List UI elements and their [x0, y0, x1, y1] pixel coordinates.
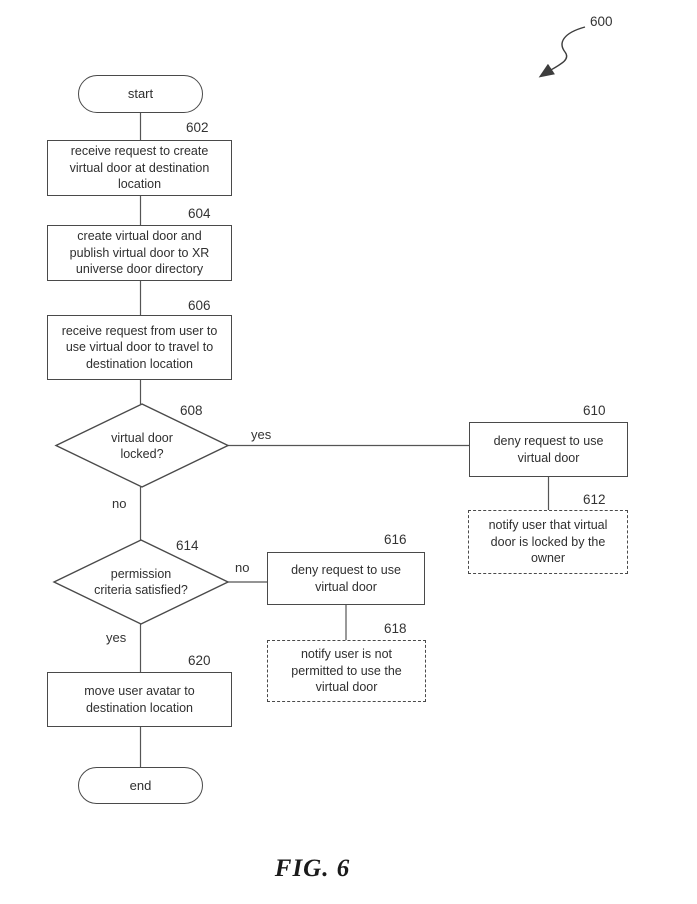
node-608-label: virtual door locked? — [111, 430, 173, 461]
node-612 — [468, 510, 628, 574]
edge-label-608-no: no — [112, 496, 127, 511]
edge-label-614-no: no — [235, 560, 250, 575]
ref-610: 610 — [583, 403, 606, 418]
node-606 — [47, 315, 232, 380]
node-end-label: end — [129, 777, 152, 793]
node-620 — [47, 672, 232, 727]
node-616-label: deny request to use virtual door — [291, 563, 401, 594]
ref-604: 604 — [188, 206, 211, 221]
node-610-label: deny request to use virtual door — [493, 434, 604, 465]
ref-612: 612 — [583, 492, 606, 507]
node-606-label: receive request from user to use virtual door to travel to destination location — [61, 323, 218, 371]
node-616 — [267, 552, 425, 605]
ref-616: 616 — [384, 532, 407, 547]
node-618-label: notify user is not permitted to use the virtual door — [291, 647, 402, 695]
node-610 — [469, 422, 628, 477]
figure-reference-arrow — [541, 27, 585, 76]
node-618 — [267, 640, 426, 702]
ref-608: 608 — [180, 403, 203, 418]
ref-614: 614 — [176, 538, 199, 553]
figure-caption: FIG. 6 — [274, 855, 351, 882]
node-614-decision — [91, 553, 191, 611]
edge-label-608-yes: yes — [251, 427, 272, 442]
node-start-label: start — [127, 86, 154, 102]
node-end — [78, 767, 203, 804]
ref-602: 602 — [186, 120, 209, 135]
node-604-label: create virtual door and publish virtual door to XR universe door directory — [69, 229, 210, 277]
edge-label-614-yes: yes — [106, 630, 127, 645]
ref-606: 606 — [188, 298, 211, 313]
node-614-label: permission criteria satisfied? — [94, 566, 188, 597]
node-612-label: notify user that virtual door is locked by the owner — [488, 518, 608, 566]
node-608-decision — [97, 424, 187, 468]
node-602 — [47, 140, 232, 196]
figure-reference-number: 600 — [590, 14, 613, 29]
node-604 — [47, 225, 232, 281]
node-602-label: receive request to create virtual door at destination location — [69, 144, 210, 192]
ref-620: 620 — [188, 653, 211, 668]
node-620-label: move user avatar to destination location — [84, 684, 195, 715]
node-start — [78, 75, 203, 113]
ref-618: 618 — [384, 621, 407, 636]
